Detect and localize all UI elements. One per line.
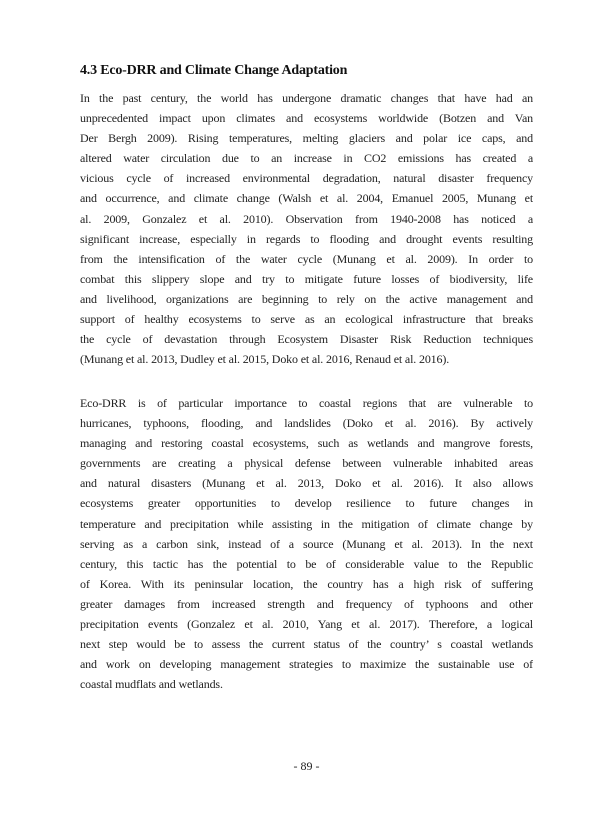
paragraph-1 <box>80 88 533 369</box>
text-line: combat this slippery slope and try to mitigate future losses of biodiversity, life <box>80 271 533 286</box>
section-heading: 4.3 Eco-DRR and Climate Change Adaptation <box>80 63 348 78</box>
text-line: coastal mudflats and wetlands. <box>80 677 223 692</box>
text-line: from the intensification of the water cycle (Munang et al. 2009). In order to <box>80 251 533 266</box>
text-line: next step would be to assess the current status of the country’ s coastal wetlands <box>80 637 533 652</box>
text-line: greater damages from increased strength and frequency of typhoons and other <box>80 596 533 611</box>
text-line: (Munang et al. 2013, Dudley et al. 2015, Doko et al. 2016, Renaud et al. 2016). <box>80 352 450 367</box>
text-line: and occurrence, and climate change (Walsh et al. 2004, Emanuel 2005, Munang et <box>80 191 533 206</box>
text-line: In the past century, the world has undergone dramatic changes that have had an <box>80 91 533 105</box>
text-line: and livelihood, organizations are beginning to rely on the active management and <box>80 291 533 306</box>
text-line: and work on developing management strategies to maximize the sustainable use of <box>80 657 533 672</box>
text-line: al. 2009, Gonzalez et al. 2010). Observation from 1940-2008 has noticed a <box>80 211 533 226</box>
text-line: the cycle of devastation through Ecosystem Disaster Risk Reduction techniques <box>80 332 533 347</box>
text-line: unprecedented impact upon climates and ecosystems worldwide (Botzen and Van <box>80 111 533 126</box>
text-line: temperature and precipitation while assisting in the mitigation of climate change by <box>80 516 533 531</box>
text-line: ecosystems greater opportunities to develop resilience to future changes in <box>80 496 533 511</box>
text-line: hurricanes, typhoons, flooding, and landslides (Doko et al. 2016). By actively <box>80 416 533 431</box>
text-line: of Korea. With its peninsular location, the country has a high risk of suffering <box>80 576 533 591</box>
text-line: Eco-DRR is of particular importance to coastal regions that are vulnerable to <box>80 396 533 410</box>
text-line: managing and restoring coastal ecosystems, such as wetlands and mangrove forests, <box>80 436 533 451</box>
text-line: significant increase, especially in regards to flooding and drought events resulting <box>80 231 533 246</box>
text-line: century, this tactic has the potential to be of considerable value to the Republic <box>80 556 533 571</box>
text-line: vicious cycle of increased environmental degradation, natural disaster frequency <box>80 171 533 186</box>
text-line: precipitation events (Gonzalez et al. 2010, Yang et al. 2017). Therefore, a logical <box>80 617 533 632</box>
text-line: Der Bergh 2009). Rising temperatures, melting glaciers and polar ice caps, and <box>80 131 533 146</box>
text-line: serving as a carbon sink, instead of a source (Munang et al. 2013). In the next <box>80 536 533 551</box>
paragraph-2 <box>80 393 533 694</box>
page-number: - 89 - <box>293 759 320 773</box>
text-line: altered water circulation due to an increase in CO2 emissions has created a <box>80 151 533 166</box>
text-line: governments are creating a physical defense between vulnerable inhabited areas <box>80 456 533 471</box>
text-line: and natural disasters (Munang et al. 2013, Doko et al. 2016). It also allows <box>80 476 533 491</box>
text-line: support of healthy ecosystems to serve as an ecological infrastructure that breaks <box>80 312 533 327</box>
